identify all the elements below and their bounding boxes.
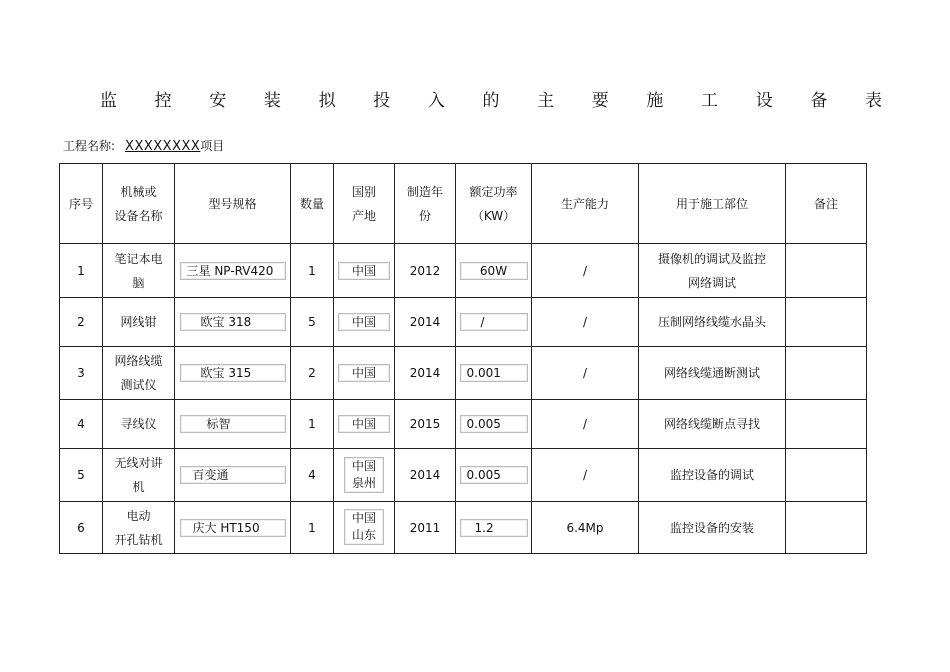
cell-power	[456, 298, 532, 347]
cell-model	[175, 502, 291, 554]
cell-year: 2011	[395, 502, 456, 554]
power-field[interactable]: 1.2	[460, 519, 528, 537]
model-field[interactable]: 庆大 HT150	[180, 519, 286, 537]
title-char: 控	[154, 91, 172, 111]
cell-name: 网线钳	[103, 298, 175, 347]
power-field[interactable]: 0.001	[460, 364, 528, 382]
origin-field[interactable]: 中国	[338, 364, 390, 382]
cell-power	[456, 347, 532, 400]
project-suffix: 项目	[200, 139, 225, 153]
cell-model	[175, 400, 291, 449]
title-char: 投	[373, 91, 391, 111]
cell-origin	[334, 400, 395, 449]
header-qty: 数量	[291, 164, 334, 244]
model-field[interactable]: 欧宝 318	[180, 313, 286, 331]
header-usage: 用于施工部位	[639, 164, 786, 244]
cell-model	[175, 298, 291, 347]
cell-year: 2014	[395, 298, 456, 347]
cell-qty: 2	[291, 347, 334, 400]
cell-usage: 监控设备的调试	[639, 449, 786, 502]
cell-name: 网络线缆 测试仪	[103, 347, 175, 400]
model-field[interactable]: 百变通	[180, 466, 286, 484]
project-label: 工程名称:	[63, 139, 116, 153]
cell-usage: 网络线缆断点寻找	[639, 400, 786, 449]
cell-capacity: /	[532, 400, 639, 449]
title-char: 入	[427, 91, 445, 111]
cell-usage: 监控设备的安装	[639, 502, 786, 554]
title-char: 装	[263, 91, 281, 111]
table-row	[60, 400, 867, 449]
equipment-table	[59, 163, 867, 554]
cell-remark	[786, 400, 867, 449]
origin-field[interactable]: 中国	[338, 262, 390, 280]
cell-year: 2014	[395, 449, 456, 502]
table-row	[60, 502, 867, 554]
title-char: 监	[100, 91, 117, 111]
cell-year: 2014	[395, 347, 456, 400]
cell-remark	[786, 244, 867, 298]
origin-field[interactable]: 中国 山东	[344, 509, 384, 545]
cell-origin	[334, 449, 395, 502]
cell-seq: 3	[60, 347, 103, 400]
title-char: 工	[701, 91, 719, 111]
origin-field[interactable]: 中国	[338, 415, 390, 433]
cell-seq: 1	[60, 244, 103, 298]
header-origin: 国别 产地	[334, 164, 395, 244]
origin-field[interactable]: 中国 泉州	[344, 457, 384, 493]
cell-power	[456, 400, 532, 449]
cell-name: 电动 开孔钻机	[103, 502, 175, 554]
cell-capacity: /	[532, 298, 639, 347]
origin-field[interactable]: 中国	[338, 313, 390, 331]
cell-power	[456, 244, 532, 298]
cell-qty: 1	[291, 502, 334, 554]
power-field[interactable]: 0.005	[460, 415, 528, 433]
cell-qty: 1	[291, 244, 334, 298]
cell-remark	[786, 502, 867, 554]
title-char: 表	[864, 91, 882, 111]
table-row	[60, 298, 867, 347]
cell-capacity: /	[532, 244, 639, 298]
header-power: 额定功率 （KW）	[456, 164, 532, 244]
title-char: 安	[209, 91, 227, 111]
cell-year: 2012	[395, 244, 456, 298]
cell-capacity: 6.4Mp	[532, 502, 639, 554]
cell-model	[175, 347, 291, 400]
cell-power	[456, 449, 532, 502]
cell-qty: 5	[291, 298, 334, 347]
power-field[interactable]: 0.005	[460, 466, 528, 484]
header-seq: 序号	[60, 164, 103, 244]
title-char: 要	[591, 91, 609, 111]
cell-origin	[334, 502, 395, 554]
title-char: 拟	[318, 91, 336, 111]
cell-remark	[786, 449, 867, 502]
cell-usage: 网络线缆通断测试	[639, 347, 786, 400]
header-remark: 备注	[786, 164, 867, 244]
cell-usage: 摄像机的调试及监控 网络调试	[639, 244, 786, 298]
header-model: 型号规格	[175, 164, 291, 244]
page-title	[100, 86, 882, 110]
title-char: 备	[810, 91, 828, 111]
cell-name: 笔记本电 脑	[103, 244, 175, 298]
model-field[interactable]: 欧宝 315	[180, 364, 286, 382]
cell-power	[456, 502, 532, 554]
cell-name: 寻线仪	[103, 400, 175, 449]
power-field[interactable]: 60W	[460, 262, 528, 280]
cell-year: 2015	[395, 400, 456, 449]
model-field[interactable]: 标智	[180, 415, 286, 433]
cell-capacity: /	[532, 449, 639, 502]
title-char: 的	[482, 91, 500, 111]
table-header-row	[60, 164, 867, 244]
table-row	[60, 347, 867, 400]
cell-capacity: /	[532, 347, 639, 400]
model-field[interactable]: 三星 NP-RV420	[180, 262, 286, 280]
cell-seq: 2	[60, 298, 103, 347]
cell-remark	[786, 298, 867, 347]
cell-qty: 4	[291, 449, 334, 502]
power-field[interactable]: /	[460, 313, 528, 331]
cell-usage: 压制网络线缆水晶头	[639, 298, 786, 347]
cell-model	[175, 449, 291, 502]
table-row	[60, 449, 867, 502]
project-line	[63, 137, 224, 154]
cell-seq: 5	[60, 449, 103, 502]
cell-remark	[786, 347, 867, 400]
cell-qty: 1	[291, 400, 334, 449]
header-capacity: 生产能力	[532, 164, 639, 244]
cell-origin	[334, 347, 395, 400]
title-char: 施	[646, 91, 664, 111]
project-name: XXXXXXXX	[125, 139, 201, 154]
table-row	[60, 244, 867, 298]
title-char: 主	[537, 91, 555, 111]
cell-seq: 4	[60, 400, 103, 449]
title-char: 设	[755, 91, 773, 111]
header-year: 制造年 份	[395, 164, 456, 244]
cell-seq: 6	[60, 502, 103, 554]
cell-origin	[334, 298, 395, 347]
cell-name: 无线对讲 机	[103, 449, 175, 502]
cell-model	[175, 244, 291, 298]
header-name: 机械或 设备名称	[103, 164, 175, 244]
cell-origin	[334, 244, 395, 298]
